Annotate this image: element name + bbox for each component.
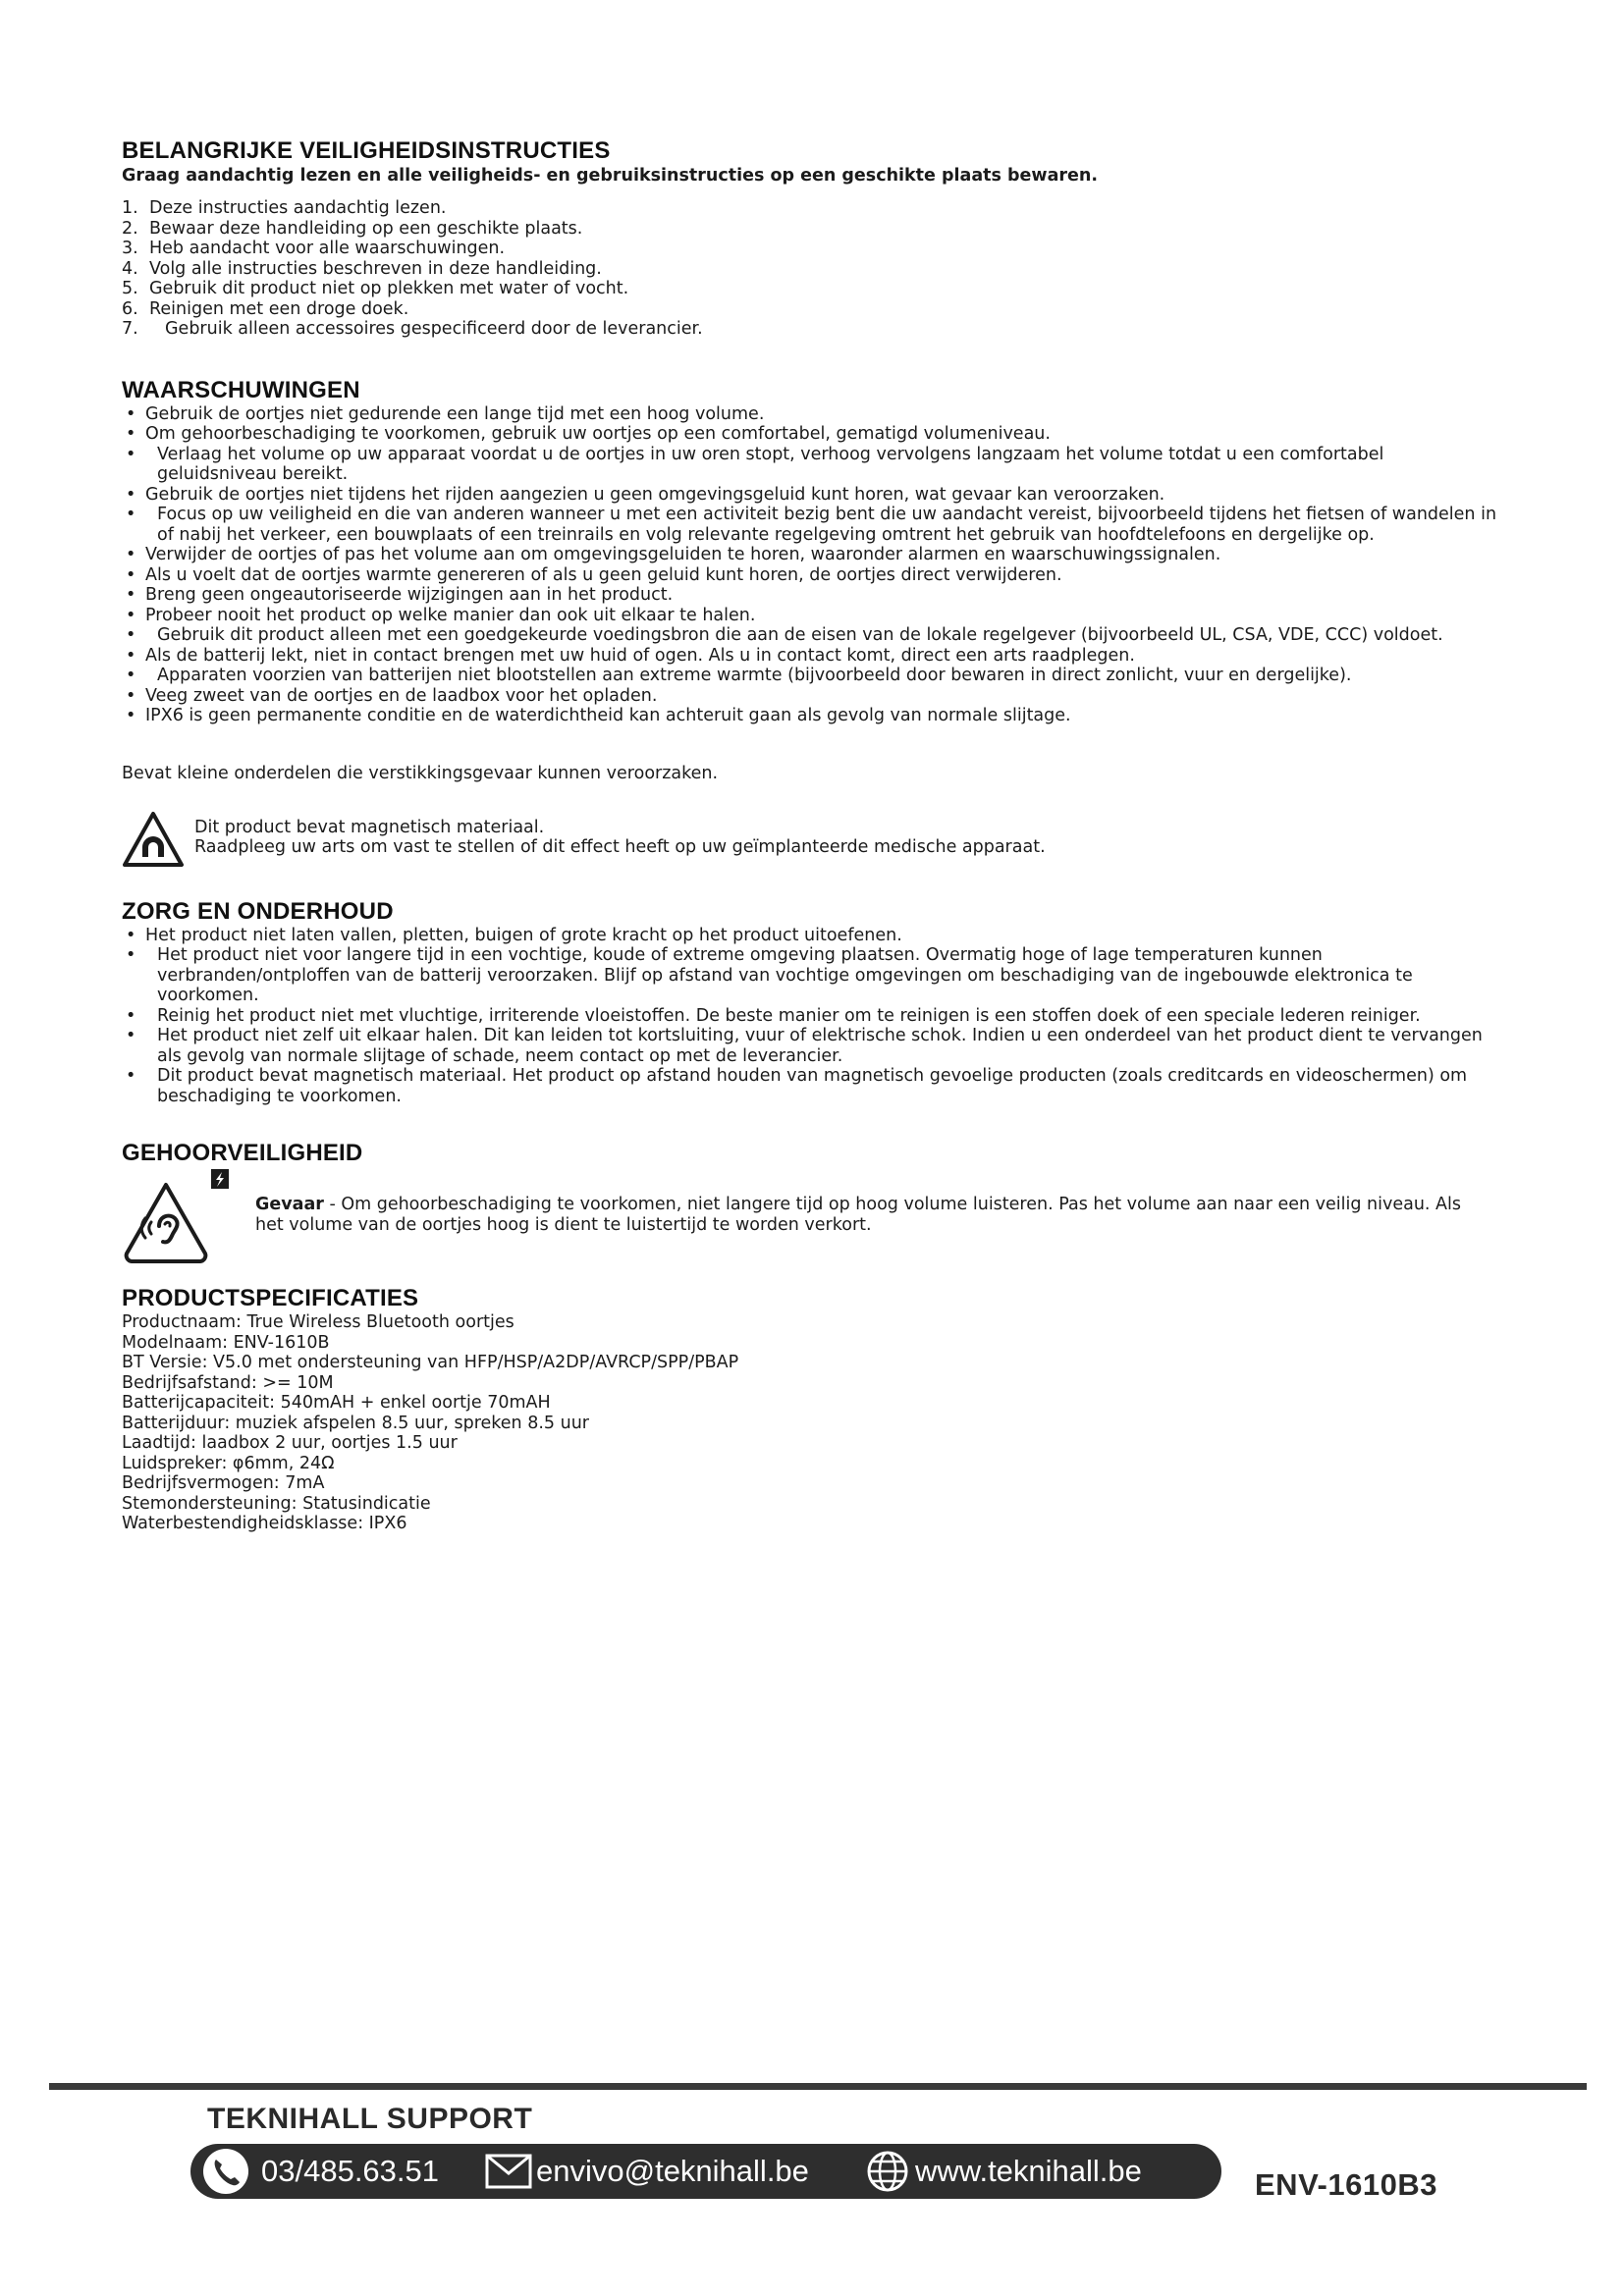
list-item: 4. Volg alle instructies beschreven in deze handleiding. xyxy=(122,258,602,279)
safety-steps xyxy=(122,198,1506,340)
danger-label: Gevaar xyxy=(255,1195,324,1214)
list-item: 2. Bewaar deze handleiding op een geschikte plaats. xyxy=(122,218,583,239)
list-item: • Het product niet laten vallen, pletten, buigen of grote kracht op het product uitoefenen. xyxy=(122,926,1506,946)
spec-line: Stemondersteuning: Statusindicatie xyxy=(122,1493,431,1514)
warnings-list xyxy=(122,404,1506,726)
list-item: 5. Gebruik dit product niet op plekken met water of vocht. xyxy=(122,279,629,298)
list-item: • Verlaag het volume op uw apparaat voordat u de oortjes in uw oren stopt, verhoog vervolgens langzaam het volume totdat u een comfortabel geluidsniveau bereikt. xyxy=(122,445,1506,485)
safety-title: BELANGRIJKE VEILIGHEIDSINSTRUCTIES xyxy=(122,137,611,164)
hearing-text xyxy=(230,1167,1483,1235)
choking-warning: Bevat kleine onderdelen die verstikkingsgevaar kunnen veroorzaken. xyxy=(122,763,719,783)
website-url: www.teknihall.be xyxy=(915,2154,1142,2188)
list-item: • Het product niet zelf uit elkaar halen. Dit kan leiden tot kortsluiting, vuur of elektrische schok. Indien u een onderdeel van het product dient te vervangen als gevolg van normale slijtage of schade, neem contact op met de leverancier. xyxy=(122,1026,1506,1066)
list-item: • Apparaten voorzien van batterijen niet blootstellen aan extreme warmte (bijvoorbeeld door bewaren in direct zonlicht, vuur en dergelijke). xyxy=(122,666,1506,686)
list-item: • Veeg zweet van de oortjes en de laadbox voor het opladen. xyxy=(122,686,1506,707)
list-item: • Het product niet voor langere tijd in een vochtige, koude of extreme omgeving plaatsen. Overmatig hoge of lage temperaturen kunnen verbranden/ontploffen van de batterij veroorzaken. Blijf op afstand van vochtige omgevingen om beschadiging van de ingebouwde elektronica te voorkomen. xyxy=(122,945,1506,1006)
hearing-title: GEHOORVEILIGHEID xyxy=(122,1140,363,1166)
list-item: • Dit product bevat magnetisch materiaal. Het product op afstand houden van magnetisch gevoelige producten (zoals creditcards en videoschermen) om beschadiging te voorkomen. xyxy=(122,1066,1506,1106)
list-item: 6. Reinigen met een droge doek. xyxy=(122,298,409,319)
warnings-title: WAARSCHUWINGEN xyxy=(122,376,360,403)
globe-icon xyxy=(866,2150,909,2193)
magnet-warning-icon xyxy=(122,810,185,869)
mail-icon xyxy=(485,2154,532,2189)
safety-intro: Graag aandachtig lezen en alle veiligheids- en gebruiksinstructies op een geschikte plaats bewaren. xyxy=(122,166,1099,186)
footer-divider xyxy=(49,2083,1587,2090)
spec-line: Luidspreker: φ6mm, 24Ω xyxy=(122,1453,335,1473)
spec-line: Batterijcapaciteit: 540mAH + enkel oortje 70mAH xyxy=(122,1393,551,1413)
hearing-warning-icon xyxy=(122,1167,230,1265)
list-item: 3. Heb aandacht voor alle waarschuwingen. xyxy=(122,239,506,258)
list-item: 1. Deze instructies aandachtig lezen. xyxy=(122,198,447,218)
website-contact[interactable] xyxy=(866,2144,1142,2199)
phone-icon xyxy=(202,2148,249,2195)
model-code: ENV-1610B3 xyxy=(1255,2167,1437,2202)
danger-text: - Om gehoorbeschadiging te voorkomen, niet langere tijd op hoog volume luisteren. Pas het volume aan naar een veilig niveau. Als het volume van de oortjes hoog is dient te luistertijd te worden verkort. xyxy=(255,1195,1462,1235)
spec-line: Productnaam: True Wireless Bluetooth oortjes xyxy=(122,1312,514,1332)
list-item: • Verwijder de oortjes of pas het volume aan om omgevingsgeluiden te horen, waaronder alarmen en waarschuwingssignalen. xyxy=(122,545,1506,565)
list-item: • Gebruik dit product alleen met een goedgekeurde voedingsbron die aan de eisen van de lokale regelgever (bijvoorbeeld UL, CSA, VDE, CCC) voldoet. xyxy=(122,625,1506,646)
specs-list xyxy=(122,1312,1506,1534)
list-item: • Probeer nooit het product op welke manier dan ook uit elkaar te halen. xyxy=(122,606,1506,626)
list-item: • Breng geen ongeautoriseerde wijzigingen aan in het product. xyxy=(122,585,1506,606)
list-item: • Reinig het product niet met vluchtige, irriterende vloeistoffen. De beste manier om te reinigen is een stoffen doek of een speciale lederen reiniger. xyxy=(122,1006,1506,1027)
email-contact[interactable] xyxy=(485,2144,809,2199)
magnetic-line-1: Dit product bevat magnetisch materiaal. xyxy=(194,817,545,837)
list-item: • Gebruik de oortjes niet tijdens het rijden aangezien u geen omgevingsgeluid kunt horen, wat gevaar kan veroorzaken. xyxy=(122,485,1506,506)
spec-line: Batterijduur: muziek afspelen 8.5 uur, spreken 8.5 uur xyxy=(122,1413,589,1433)
list-item: 7. Gebruik alleen accessoires gespecificeerd door de leverancier. xyxy=(122,319,703,339)
spec-line: BT Versie: V5.0 met ondersteuning van HFP/HSP/A2DP/AVRCP/SPP/PBAP xyxy=(122,1353,739,1372)
care-list xyxy=(122,926,1506,1107)
manual-page xyxy=(122,137,1506,1534)
list-item: • IPX6 is geen permanente conditie en de waterdichtheid kan achteruit gaan als gevolg van normale slijtage. xyxy=(122,706,1506,726)
phone-contact[interactable] xyxy=(202,2144,439,2199)
support-contact-bar xyxy=(190,2144,1221,2199)
spec-line: Modelnaam: ENV-1610B xyxy=(122,1332,330,1353)
phone-number: 03/485.63.51 xyxy=(261,2154,440,2188)
list-item: • Gebruik de oortjes niet gedurende een lange tijd met een hoog volume. xyxy=(122,404,1506,425)
list-item: • Om gehoorbeschadiging te voorkomen, gebruik uw oortjes op een comfortabel, gematigd volumeniveau. xyxy=(122,424,1506,445)
specs-title: PRODUCTSPECIFICATIES xyxy=(122,1285,419,1311)
spec-line: Bedrijfsvermogen: 7mA xyxy=(122,1473,325,1493)
spec-line: Waterbestendigheidsklasse: IPX6 xyxy=(122,1514,407,1533)
spec-line: Laadtijd: laadbox 2 uur, oortjes 1.5 uur xyxy=(122,1433,458,1453)
support-title: TEKNIHALL SUPPORT xyxy=(207,2103,533,2135)
hearing-warning xyxy=(122,1167,1506,1265)
magnetic-line-2: Raadpleeg uw arts om vast te stellen of dit effect heeft op uw geïmplanteerde medische apparaat. xyxy=(194,837,1046,857)
email-address: envivo@teknihall.be xyxy=(536,2154,809,2188)
care-title: ZORG EN ONDERHOUD xyxy=(122,897,394,925)
list-item: • Focus op uw veiligheid en die van anderen wanneer u met een activiteit bezig bent die uw aandacht vereist, bijvoorbeeld tijdens het fietsen of wandelen in of nabij het verkeer, een bouwplaats of een treinrails en volg relevante regelgeving omtrent het gebruik van hoofdtelefoons en dergelijke op. xyxy=(122,505,1506,545)
list-item: • Als u voelt dat de oortjes warmte genereren of als u geen geluid kunt horen, de oortjes direct verwijderen. xyxy=(122,565,1506,586)
list-item: • Als de batterij lekt, niet in contact brengen met uw huid of ogen. Als u in contact komt, direct een arts raadplegen. xyxy=(122,646,1506,667)
spec-line: Bedrijfsafstand: >= 10M xyxy=(122,1372,334,1393)
magnetic-warning xyxy=(122,810,1506,869)
